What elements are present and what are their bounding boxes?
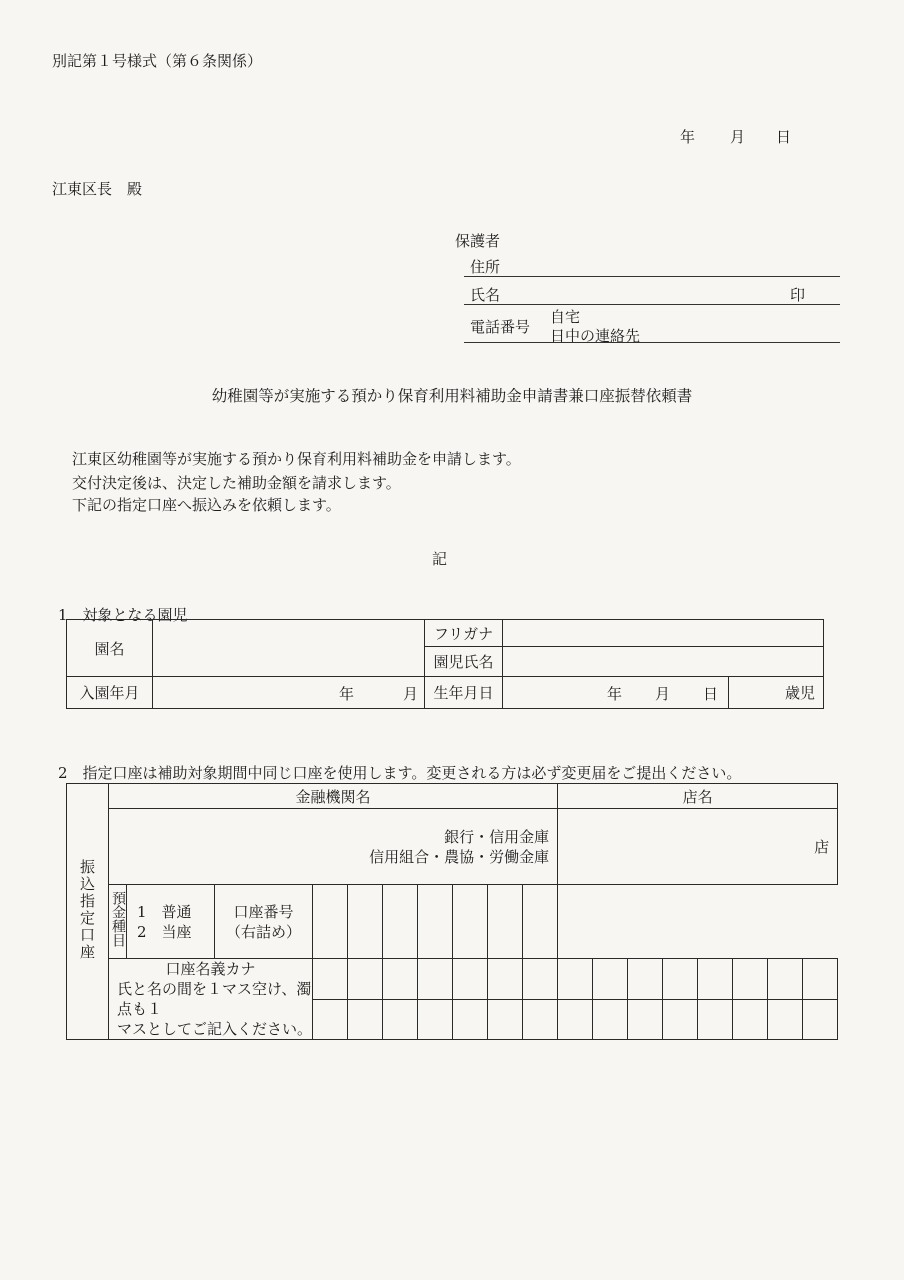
name-line bbox=[464, 304, 840, 305]
account-digit-box[interactable] bbox=[488, 885, 523, 959]
enroll-month-unit: 月 bbox=[403, 685, 419, 703]
kindergarten-name-label: 園名 bbox=[67, 620, 153, 677]
kana-box[interactable] bbox=[803, 959, 838, 1000]
kana-box[interactable] bbox=[663, 999, 698, 1040]
kana-box[interactable] bbox=[733, 999, 768, 1040]
section1-heading: 1 対象となる園児 bbox=[58, 606, 188, 624]
kana-box[interactable] bbox=[698, 999, 733, 1040]
branch-name-header: 店名 bbox=[558, 784, 838, 809]
kana-box[interactable] bbox=[558, 959, 593, 1000]
phone-label: 電話番号 bbox=[470, 318, 531, 336]
kana-box[interactable] bbox=[523, 959, 558, 1000]
body-line-2: 交付決定後は、決定した補助金額を請求します。 bbox=[72, 474, 401, 492]
section2-heading: 2 指定口座は補助対象期間中同じ口座を使用します。変更される方は必ず変更届をご提出ください。 bbox=[58, 764, 742, 782]
kana-box[interactable] bbox=[453, 959, 488, 1000]
date-day: 日 bbox=[776, 128, 792, 146]
child-name-field[interactable] bbox=[503, 647, 824, 677]
kana-box[interactable] bbox=[768, 959, 803, 1000]
phone-day-label: 日中の連絡先 bbox=[550, 327, 641, 345]
kana-box[interactable] bbox=[628, 999, 663, 1040]
date-year: 年 bbox=[680, 128, 696, 146]
name-label: 氏名 bbox=[470, 286, 501, 304]
deposit-option-2[interactable]: 2 当座 bbox=[137, 922, 192, 941]
account-holder-note-2: マスとしてご記入ください。 bbox=[117, 1020, 313, 1038]
bank-types-line-2: 信用組合・農協・労働金庫 bbox=[369, 847, 550, 866]
kana-box[interactable] bbox=[383, 999, 418, 1040]
kana-box[interactable] bbox=[768, 999, 803, 1040]
account-table bbox=[66, 783, 838, 1040]
account-digit-box[interactable] bbox=[418, 885, 453, 959]
kana-box[interactable] bbox=[663, 959, 698, 1000]
birth-month-unit: 月 bbox=[655, 685, 671, 703]
kana-box[interactable] bbox=[348, 959, 383, 1000]
account-digit-box[interactable] bbox=[453, 885, 488, 959]
account-holder-kana-label: 口座名義カナ bbox=[165, 960, 256, 978]
birth-day-unit: 日 bbox=[703, 685, 719, 703]
account-number-label bbox=[215, 885, 313, 959]
form-id: 別記第１号様式（第６条関係） bbox=[52, 52, 263, 70]
kana-box[interactable] bbox=[593, 959, 628, 1000]
deposit-type-label bbox=[109, 885, 127, 959]
account-holder-note-1: 氏と名の間を１マス空け、濁点も１ bbox=[117, 980, 312, 1018]
phone-home-label: 自宅 bbox=[550, 308, 581, 326]
kana-box[interactable] bbox=[558, 999, 593, 1040]
transfer-account-side-text: 振込指定口座 bbox=[78, 858, 96, 961]
kana-box[interactable] bbox=[803, 999, 838, 1040]
account-digit-box[interactable] bbox=[383, 885, 418, 959]
body-line-3: 下記の指定口座へ振込みを依頼します。 bbox=[72, 496, 341, 514]
body-line-1: 江東区幼稚園等が実施する預かり保育利用料補助金を申請します。 bbox=[72, 450, 521, 468]
transfer-account-side-label bbox=[67, 784, 109, 1040]
kana-box[interactable] bbox=[313, 999, 348, 1040]
account-digit-box[interactable] bbox=[523, 885, 558, 959]
deposit-option-1[interactable]: 1 普通 bbox=[137, 902, 192, 921]
date-month: 月 bbox=[730, 128, 746, 146]
kana-box[interactable] bbox=[383, 959, 418, 1000]
branch-name-field[interactable]: 店 bbox=[558, 809, 838, 885]
child-name-label: 園児氏名 bbox=[425, 647, 503, 677]
account-digit-box[interactable] bbox=[313, 885, 348, 959]
birthdate-label: 生年月日 bbox=[425, 677, 503, 709]
enroll-month-label: 入園年月 bbox=[67, 677, 153, 709]
kindergarten-name-field[interactable] bbox=[153, 620, 425, 677]
kana-box[interactable] bbox=[523, 999, 558, 1040]
bank-types-line-1: 銀行・信用金庫 bbox=[444, 827, 550, 846]
enroll-month-field[interactable] bbox=[153, 677, 425, 709]
kana-box[interactable] bbox=[418, 959, 453, 1000]
deposit-type-options[interactable] bbox=[127, 885, 215, 959]
account-digit-box[interactable] bbox=[348, 885, 383, 959]
furigana-label: フリガナ bbox=[425, 620, 503, 647]
bank-name-header: 金融機関名 bbox=[109, 784, 558, 809]
guardian-heading: 保護者 bbox=[455, 232, 501, 250]
ki-mark: 記 bbox=[432, 550, 448, 568]
child-table bbox=[66, 619, 824, 709]
kana-box[interactable] bbox=[313, 959, 348, 1000]
account-blank-area bbox=[558, 885, 838, 959]
age-field[interactable]: 歳児 bbox=[729, 677, 824, 709]
kana-box[interactable] bbox=[593, 999, 628, 1040]
address-line bbox=[464, 276, 840, 277]
enroll-year-unit: 年 bbox=[339, 685, 355, 703]
kana-box[interactable] bbox=[733, 959, 768, 1000]
kana-box[interactable] bbox=[488, 959, 523, 1000]
account-number-text: 口座番号 bbox=[233, 902, 294, 921]
addressee: 江東区長 殿 bbox=[52, 180, 143, 198]
phone-line bbox=[464, 342, 840, 343]
birth-year-unit: 年 bbox=[607, 685, 623, 703]
deposit-type-text: 預金種目 bbox=[110, 891, 126, 947]
seal-mark: 印 bbox=[790, 286, 806, 304]
furigana-field[interactable] bbox=[503, 620, 824, 647]
kana-box[interactable] bbox=[628, 959, 663, 1000]
address-label: 住所 bbox=[470, 258, 501, 276]
kana-box[interactable] bbox=[488, 999, 523, 1040]
birthdate-field[interactable] bbox=[503, 677, 729, 709]
kana-box[interactable] bbox=[348, 999, 383, 1040]
account-number-note: （右詰め） bbox=[225, 922, 301, 941]
bank-name-field[interactable] bbox=[109, 809, 558, 885]
kana-box[interactable] bbox=[453, 999, 488, 1040]
kana-box[interactable] bbox=[698, 959, 733, 1000]
kana-box[interactable] bbox=[418, 999, 453, 1040]
account-holder-label bbox=[109, 959, 313, 1040]
document-title: 幼稚園等が実施する預かり保育利用料補助金申請書兼口座振替依頼書 bbox=[211, 387, 693, 405]
